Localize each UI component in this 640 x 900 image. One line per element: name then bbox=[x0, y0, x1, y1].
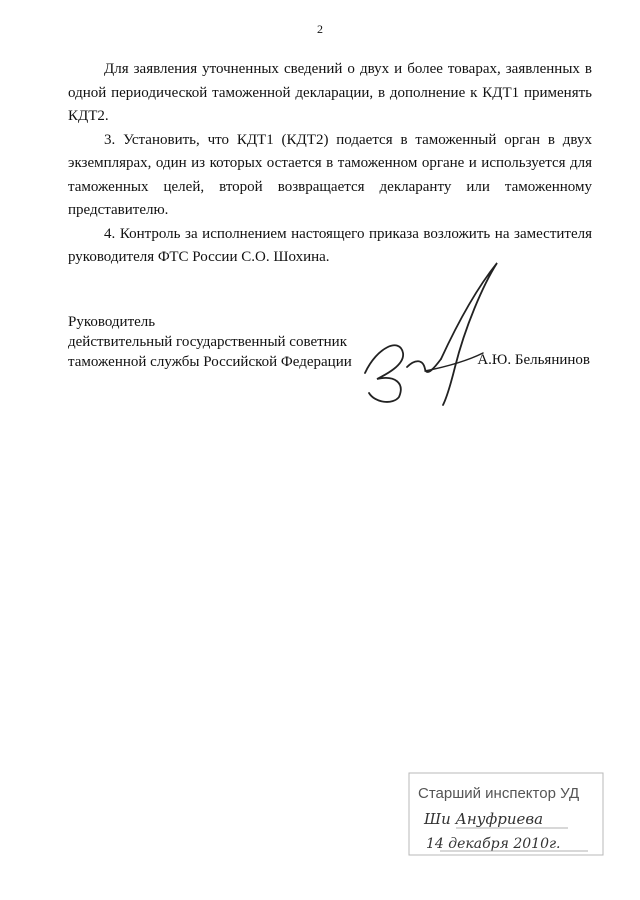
handwritten-signature bbox=[355, 255, 515, 410]
paragraph-item-3: 3. Установить, что КДТ1 (КДТ2) подается в таможенный орган в двух экземплярах, один из которых остается в таможенном органе и используется для таможенных целей, второй возвращается декларанту или таможенному представителю. bbox=[68, 131, 592, 218]
inspector-stamp bbox=[408, 772, 604, 856]
signer-title-line-1: Руководитель bbox=[68, 314, 156, 330]
stamp-line-2: Ши Ануфриева bbox=[424, 810, 544, 828]
page-number: 2 bbox=[317, 22, 323, 36]
stamp-line-3: 14 декабря 2010г. bbox=[426, 836, 561, 852]
paragraph-item-4: 4. Контроль за исполнением настоящего приказа возложить на заместителя руководителя ФТС России С.О. Шохина. bbox=[68, 225, 592, 265]
stamp-line-1: Старший инспектор УД bbox=[418, 785, 580, 802]
signer-name: А.Ю. Бельянинов bbox=[477, 352, 590, 368]
paragraph-kdt2-usage: Для заявления уточненных сведений о двух и более товарах, заявленных в одной периодической таможенной декларации, в дополнение к КДТ1 применять КДТ2. bbox=[68, 61, 592, 124]
signer-title-line-3: таможенной службы Российской Федерации bbox=[68, 354, 352, 370]
signer-title-block bbox=[68, 312, 368, 372]
signer-title-line-2: действительный государственный советник bbox=[68, 334, 348, 350]
document-body bbox=[68, 58, 592, 270]
